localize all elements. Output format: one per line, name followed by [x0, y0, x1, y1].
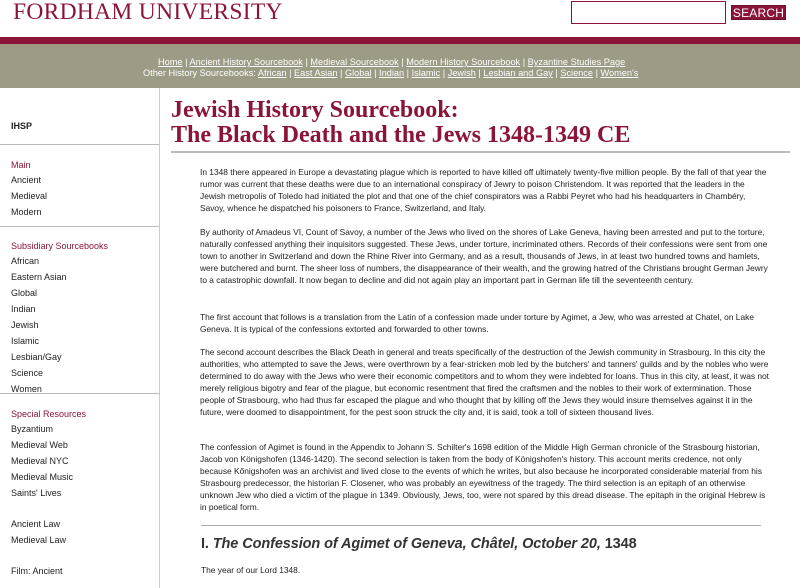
nav-link-modern[interactable]: Modern History Sourcebook — [406, 57, 521, 67]
intro-paragraph-5: The confession of Agimet is found in the Appendix to Johann S. Schilter's 1698 edition of the Middle High German chronicle of the Strasbourg historian, Jacob von Königshofen (1346-1420). The second selection is taken from the body of Königshofen's history. This account merits credence, not only because Kőnigshofen was an archivist and lived close to the events of which he writes, but also because he incorporated considerable material from his Strasbourg predecessor, the historian F. Closener, who was probably an eyewitness of the tragedy. The third selection is an epitaph of an otherwise unknown Jew who died a victim of the plague in 1349. Obviously, Jews, too, were not spared by this dread disease. The epitaph in the original Hebrew is in poetical form. — [200, 442, 766, 513]
nav-separator: | — [442, 68, 446, 78]
header-red-bar — [0, 37, 800, 44]
sidebar-item-indian[interactable]: Indian — [11, 304, 36, 314]
nav-link-medieval[interactable]: Medieval Sourcebook — [310, 57, 399, 67]
section-divider — [201, 525, 761, 526]
intro-paragraph-1: In 1348 there appeared in Europe a devastating plague which is reported to have killed off ultimately twenty-five million people. By the fall of that year the rumor was current that these deaths were due to an international conspiracy of Jewry to poison Christendom. It was reported that the leaders in the Jewish metropolis of Toledo had initiated the plot and that one of the chief conspirators was a Rabbi Peyret who had his headquarters in Chambéry, Savoy, whence he dispatched his poisoners to France, Switzerland, and Italy. — [200, 167, 767, 214]
page-title-line2: The Black Death and the Jews 1348-1349 CE — [171, 122, 631, 148]
sidebar-item-medieval[interactable]: Medieval — [11, 191, 48, 201]
sidebar-item-ancient-law[interactable]: Ancient Law — [11, 519, 61, 529]
sidebar-item-saints-lives[interactable]: Saints' Lives — [11, 488, 62, 498]
sidebar-item-film-ancient[interactable]: Film: Ancient — [11, 566, 63, 576]
sidebar-item-medieval-music[interactable]: Medieval Music — [11, 472, 74, 482]
intro-paragraph-2: By authority of Amadeus VI, Count of Savoy, a number of the Jews who lived on the shores of Lake Geneva, having been arrested and put to the torture, naturally confessed anything their inquisitors suggested. These Jews, under torture, incriminated others. Records of their confessions were sent from one town to another in Switzerland and down the Rhine River into Germany, and as a result, thousands of Jews, in at least two hundred towns and hamlets, were butchered and burnt. The sheer loss of numbers, the disappearance of their wealth, and the growing hatred of the Christians brought German Jewry to a catastrophic downfall. It now began to decline and did not again play an important part in German life till the seventeenth century. — [200, 227, 768, 286]
sidebar-gap — [11, 548, 159, 563]
sidebar-ihsp-section — [0, 88, 159, 145]
sidebar-item-lesbian-gay[interactable]: Lesbian/Gay — [11, 352, 62, 362]
sidebar-item-eastern-asian[interactable]: Eastern Asian — [11, 272, 67, 282]
page-title-line1: Jewish History Sourcebook: — [171, 97, 459, 123]
nav-row-other — [143, 68, 638, 78]
nav-link-jewish[interactable]: Jewish — [447, 68, 476, 78]
sidebar-item-medieval-law[interactable]: Medieval Law — [11, 535, 67, 545]
fordham-logo[interactable]: FORDHAM UNIVERSITY — [13, 0, 283, 25]
section-heading — [201, 536, 637, 552]
sidebar — [0, 88, 160, 588]
nav-separator: | — [185, 57, 188, 67]
main-content — [161, 88, 800, 588]
sidebar-item-african[interactable]: African — [11, 256, 40, 266]
section-year: 1348 — [604, 536, 637, 552]
section-number: I. — [201, 536, 209, 552]
page-title — [171, 98, 630, 148]
nav-separator: | — [555, 68, 558, 78]
nav-link-east-asian[interactable]: East Asian — [294, 68, 338, 78]
nav-other-label: Other History Sourcebooks: — [143, 68, 256, 78]
nav-link-science[interactable]: Science — [560, 68, 593, 78]
nav-link-islamic[interactable]: Islamic — [411, 68, 441, 78]
nav-separator: | — [305, 57, 308, 67]
nav-separator: | — [478, 68, 484, 78]
sidebar-item-ancient[interactable]: Ancient — [11, 175, 42, 185]
sidebar-heading-subsidiary: Subsidiary Sourcebooks — [11, 241, 109, 251]
sidebar-item-medieval-web[interactable]: Medieval Web — [11, 440, 68, 450]
sidebar-item-modern[interactable]: Modern — [11, 207, 42, 217]
nav-link-lesbian-gay[interactable]: Lesbian and Gay — [483, 68, 553, 78]
sidebar-item-global[interactable]: Global — [11, 288, 38, 298]
site-header — [0, 0, 800, 36]
sidebar-item-jewish[interactable]: Jewish — [11, 320, 39, 330]
intro-paragraph-4: The second account describes the Black Death in general and treats specifically of the destruction of the Jewish community in Strasbourg. In this city the authorities, who attempted to save the Jews, were overthrown by a fear-stricken mob led by the butchers' and tanners' guilds and by the nobles who were determined to do away with the Jews who were their economic competitors and to whom they were indebted for loans. Thus in this city, at least, it was not merely religious bigotry and fear of the plague, but economic resentment that fired the craftsmen and the nobles to their work of extermination. Those people of Strasbourg, who had thus far escaped the plague and who thought that by killing off the Jews they would insure themselves against it in the future, were doomed to disappointment, for the pest soon struck the city and, it is said, took a toll of sixteen thousand lives. — [200, 347, 770, 418]
search-input[interactable] — [571, 1, 726, 24]
nav-link-womens[interactable]: Women's — [600, 68, 639, 78]
title-divider — [171, 151, 790, 153]
nav-separator: | — [595, 68, 598, 78]
sidebar-heading-main: Main — [11, 160, 31, 170]
sidebar-item-science[interactable]: Science — [11, 368, 44, 378]
nav-separator: | — [289, 68, 292, 78]
sidebar-ihsp-link[interactable]: IHSP — [11, 121, 33, 131]
nav-link-ancient[interactable]: Ancient History Sourcebook — [189, 57, 303, 67]
nav-separator: | — [374, 68, 377, 78]
sidebar-gap — [11, 501, 159, 516]
nav-separator: | — [406, 68, 410, 78]
nav-link-byzantine[interactable]: Byzantine Studies Page — [527, 57, 626, 67]
nav-separator: | — [401, 57, 407, 67]
nav-link-home[interactable]: Home — [158, 57, 183, 67]
nav-separator: | — [340, 68, 343, 78]
nav-link-african[interactable]: African — [257, 68, 287, 78]
sidebar-subsidiary-section — [0, 227, 159, 394]
nav-row-main — [158, 57, 625, 67]
search-button[interactable]: SEARCH — [732, 6, 785, 20]
intro-paragraph-3: The first account that follows is a translation from the Latin of a confession made under torture by Agimet, a Jew, who was arrested at Chatel, on Lake Geneva. It is typical of the confessions extorted and forwarded to other towns. — [200, 312, 754, 335]
nav-separator: | — [522, 57, 526, 67]
sidebar-item-islamic[interactable]: Islamic — [11, 336, 40, 346]
sidebar-heading-special: Special Resources — [11, 409, 87, 419]
sidebar-special-section — [0, 394, 159, 579]
section-title: The Confession of Agimet of Geneva, Châtel, October 20, — [212, 536, 601, 552]
sidebar-item-medieval-nyc[interactable]: Medieval NYC — [11, 456, 69, 466]
nav-link-global[interactable]: Global — [344, 68, 372, 78]
sidebar-item-byzantium[interactable]: Byzantium — [11, 424, 54, 434]
sidebar-item-women[interactable]: Women — [11, 384, 42, 394]
sidebar-main-section — [0, 145, 159, 227]
document-first-line: The year of our Lord 1348. — [201, 565, 301, 575]
nav-link-indian[interactable]: Indian — [379, 68, 405, 78]
